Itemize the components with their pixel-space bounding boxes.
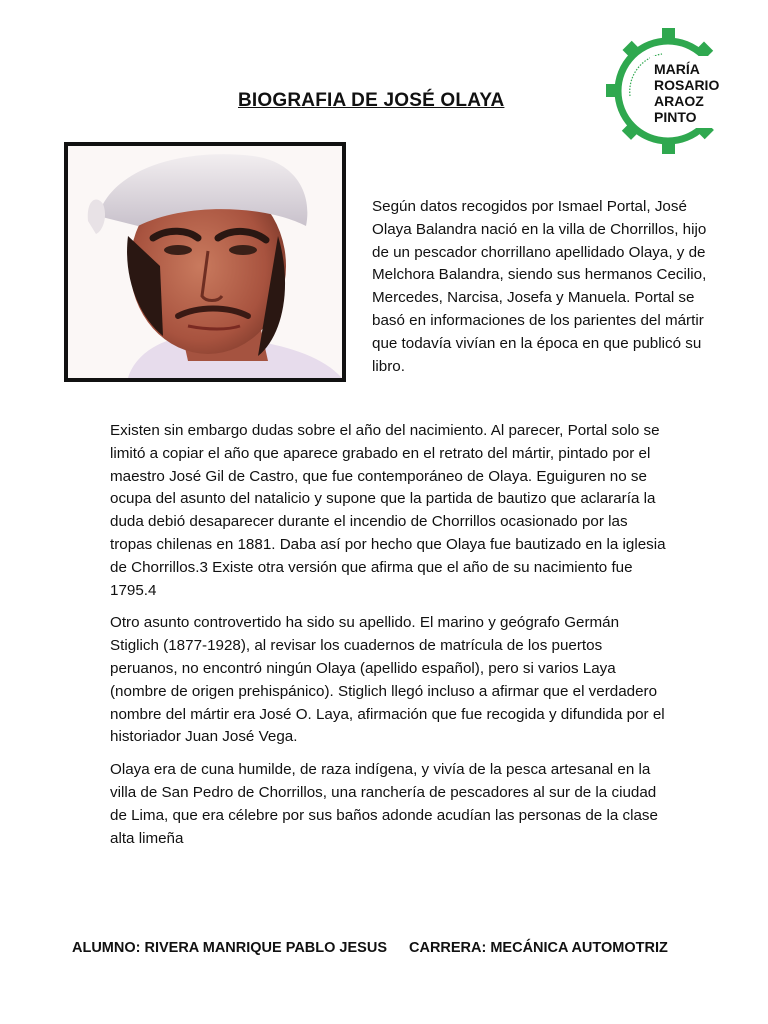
logo-name-line2: ROSARIO [654, 77, 720, 93]
logo-name-line3: ARAOZ [654, 93, 704, 109]
career-name: CARRERA: MECÁNICA AUTOMOTRIZ [409, 940, 668, 956]
logo-name-line1: MARÍA [654, 61, 700, 77]
paragraph-birth-year: Existen sin embargo dudas sobre el año del nacimiento. Al parecer, Portal solo se limitó a copiar el año que aparece grabado en el retrato del mártir, pintado por el maestro José Gil de Castro, que fue contemporáneo de Olaya. Eguiguren no se ocupa del asunto del natalicio y supone que la partida de bautizo que aclararía la duda debió desaparecer durante el incendio de Chorrillos ocasionado por las tropas chilenas en 1881. Daba así por hecho que Olaya fue bautizado en la iglesia de Chorrillos.3 Existe otra versión que afirma que el año de su nacimiento fue 1795.4 [110, 422, 666, 599]
paragraph-surname: Otro asunto controvertido ha sido su apellido. El marino y geógrafo Germán Stiglich (1877-1928), al revisar los cuadernos de matrícula de los puertos peruanos, no encontró ningún Olaya (apellido español), pero si varios Laya (nombre de origen prehispánico). Stiglich llegó incluso a afirmar que el verdadero nombre del mártir era José O. Laya, afirmación que fue recogida y difundida por el historiador Juan José Vega. [110, 614, 665, 746]
portrait-image [64, 142, 346, 382]
footer [72, 940, 712, 956]
institute-logo [600, 24, 750, 158]
intro-paragraph [372, 196, 718, 378]
biography-body [110, 420, 670, 850]
paragraph-origin: Olaya era de cuna humilde, de raza indígena, y vivía de la pesca artesanal en la villa de San Pedro de Chorrillos, una ranchería de pescadores al sur de la ciudad de Lima, que era célebre por sus baños adonde acudían las personas de la clase alta limeña [110, 761, 658, 847]
intro-text: Según datos recogidos por Ismael Portal, José Olaya Balandra nació en la villa de Chorrillos, hijo de un pescador chorrillano apellidado Olaya, y de Melchora Balandra, siendo sus hermanos Cecilio, Mercedes, Narcisa, Josefa y Manuela. Portal se basó en informaciones de los parientes del mártir que todavía vivían en la época en que publicó su libro. [372, 198, 707, 375]
logo-name-line4: PINTO [654, 109, 697, 125]
student-name: ALUMNO: RIVERA MANRIQUE PABLO JESUS [72, 940, 387, 956]
page-title: BIOGRAFIA DE JOSÉ OLAYA [238, 90, 505, 111]
